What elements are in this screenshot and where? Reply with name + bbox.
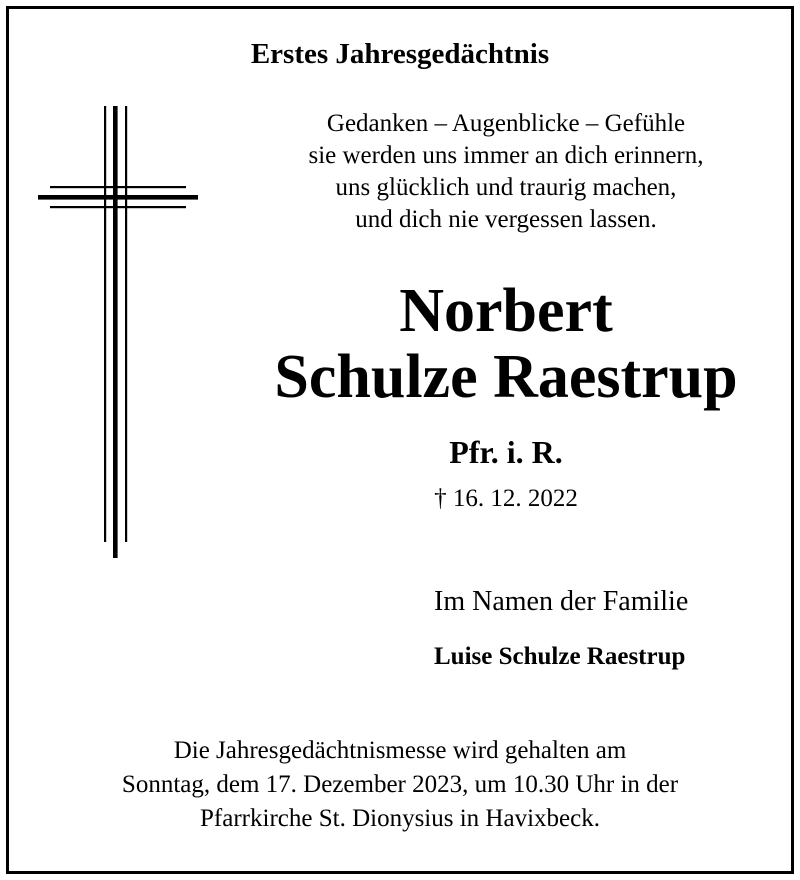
poem-line: und dich nie vergessen lassen. (355, 206, 657, 233)
poem-line: sie werden uns immer an dich erinnern, (308, 142, 704, 169)
deceased-title: Pfr. i. R. (449, 434, 563, 470)
deceased-name (250, 278, 762, 410)
mass-notice-line: Sonntag, dem 17. Dezember 2023, um 10.30 Uhr in der (121, 771, 679, 798)
mass-notice-line: Pfarrkirche St. Dionysius in Havixbeck. (200, 805, 600, 832)
christian-cross-icon (36, 106, 202, 558)
mass-notice (0, 734, 800, 836)
memorial-poem (250, 108, 762, 236)
deceased-first-name: Norbert (399, 277, 613, 345)
notice-heading: Erstes Jahresgedächtnis (250, 38, 550, 70)
mass-notice-line: Die Jahresgedächtnismesse wird gehalten am (173, 737, 627, 764)
poem-line: uns glücklich und traurig machen, (335, 174, 677, 201)
family-line: Im Namen der Familie (434, 586, 689, 617)
deceased-last-name: Schulze Raestrup (274, 343, 738, 411)
signer-name: Luise Schulze Raestrup (434, 643, 686, 670)
poem-line: Gedanken – Augenblicke – Gefühle (326, 110, 686, 137)
death-date: † 16. 12. 2022 (434, 485, 578, 512)
